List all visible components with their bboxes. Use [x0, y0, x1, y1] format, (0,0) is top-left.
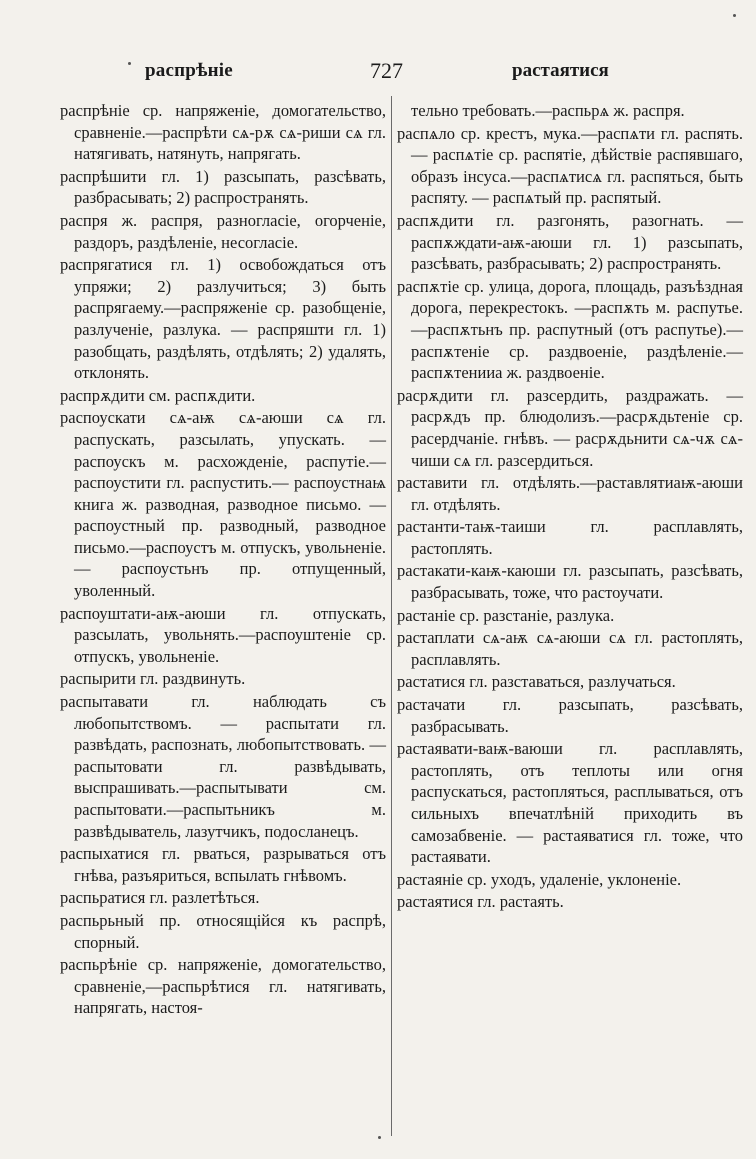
dictionary-entry: распьратися гл. разлетѣться.	[60, 888, 260, 908]
dictionary-entry: распырити гл. раздвинуть.	[60, 669, 246, 689]
right-column	[397, 100, 743, 914]
dictionary-entry: растатися гл. разставаться, разлучаться.	[397, 672, 676, 692]
print-speck	[733, 14, 736, 17]
dictionary-entry: растаніе ср. разстаніе, разлука.	[397, 605, 615, 625]
dictionary-entry: распоускати сѧ-аѭ сѧ-аюши сѧ гл. распускать, разсылать, упускать. —распоускъ м. расхожденіе, распутіе.—распоустити гл. распустить.— распоустнаѩ книга ж. разводная, разводное письмо. — распоустный пр. разводный, разводное письмо.—распоустъ м. отпускъ, увольненіе. — распоустьнъ пр. отпущенный, уволенный.	[60, 408, 386, 601]
dictionary-entry: распѫтіе ср. улица, дорога, площадь, разъѣздная дорога, перекрестокъ. —распѫть м. распутье.—распѫтьнъ пр. распутный (отъ распутье).—распѫтеніе ср. раздвоеніе, раздѣленіе.—распѫтенииа ж. раздвоеніе.	[397, 276, 743, 383]
print-speck	[128, 62, 131, 65]
dictionary-entry: растаплати сѧ-аѭ сѧ-аюши сѧ гл. растоплять, расплавлять.	[397, 628, 743, 669]
dictionary-entry: раставити гл. отдѣлять.—раставлятиаѭ-аюши гл. отдѣлять.	[397, 473, 743, 514]
dictionary-entry: растаявати-ваѭ-ваюши гл. расплавлять, растоплять, отъ теплоты или огня распускаться, растопляться, расплываться, отъ сильныхъ впечатлѣній приходить въ самозабвеніе. — растаяватися гл. тоже, что растаявати.	[397, 739, 743, 867]
dictionary-entry: растаятися гл. растаять.	[397, 892, 564, 912]
dictionary-entry: распытавати гл. наблюдать съ любопытствомъ. — распытати гл. развѣдать, распознать, любопытствовать. —распытовати гл. развѣдывать, выспрашивать.—распытывати см. распытовати.—распытьникъ м. развѣдыватель, лазутчикъ, подосланецъ.	[60, 692, 386, 841]
dictionary-entry: распоуштати-аѭ-аюши гл. отпускать, разсылать, увольнять.—распоуштеніе ср. отпускъ, увольненіе.	[60, 603, 386, 666]
dictionary-entry: распѫдити гл. разгонять, разогнать. —распѫждати-аѭ-аюши гл. 1) разсыпать, разсѣвать, разбрасывать; 2) распространять.	[397, 210, 743, 274]
dictionary-entry: растаяніе ср. уходъ, удаленіе, уклоненіе.	[397, 869, 682, 889]
page-number: 727	[370, 58, 403, 83]
dictionary-entry: распрѣніе ср. напряженіе, домогательство, сравненіе.—распрѣти сѧ-рѫ сѧ-риши сѧ гл. натягивать, натянуть, напрягать.	[60, 101, 386, 164]
column-divider	[391, 96, 392, 1136]
dictionary-entry: растачати гл. разсыпать, разсѣвать, разбрасывать.	[397, 695, 743, 736]
dictionary-entry: растакати-каѭ-каюши гл. разсыпать, разсѣвать, разбрасывать, тоже, что растоучати.	[397, 561, 743, 603]
dictionary-entry: распьрѣніе ср. напряженіе, домогательство, сравненіе,—распьрѣтися гл. натягивать, напрягать, настоя-	[60, 955, 386, 1018]
running-header	[0, 60, 756, 90]
print-speck	[378, 1136, 381, 1139]
dictionary-entry: распѧло ср. крестъ, мука.—распѧти гл. распять. — распѧтіе ср. распятіе, дѣйствіе распявшаго, образъ інсуса.—распѧтисѧ гл. распяться, быть распяту. — распѧтый пр. распятый.	[397, 123, 743, 208]
left-column	[60, 100, 386, 1020]
right-running-headword: растаятися	[512, 60, 609, 81]
dictionary-entry: распрягатися гл. 1) освобождаться отъ упряжи; 2) разлучиться; 3) быть распрягаему.—распряженіе ср. разобщеніе, разлученіе, разлука. — распряшти гл. 1) разобщать, раздѣлять, отдѣлять; 2) удалять, отклонять.	[60, 255, 386, 383]
dictionary-entry: распьрьный пр. относящійся къ распрѣ, спорный.	[60, 910, 386, 952]
dictionary-entry: распрѫдити см. распѫдити.	[60, 385, 256, 405]
left-running-headword: распрѣніе	[145, 60, 233, 81]
dictionary-entry-continuation: тельно требовать.—распьрѧ ж. распря.	[411, 101, 685, 120]
dictionary-entry: расрѫдити гл. разсердить, раздражать. —расрѫдъ пр. блюдолизъ.—расрѫдьтеніе ср. расердчаніе. гнѣвъ. — расрѫдьнити сѧ-чѫ сѧ-чиши сѧ гл. разсердиться.	[397, 385, 743, 470]
dictionary-entry: растанти-таѭ-таиши гл. расплавлять, растоплять.	[397, 517, 743, 558]
dictionary-entry: распрѣшити гл. 1) разсыпать, разсѣвать, разбрасывать; 2) распространять.	[60, 166, 386, 208]
dictionary-entry: распря ж. распря, разногласіе, огорченіе, раздоръ, раздѣленіе, несогласіе.	[60, 210, 386, 252]
dictionary-entry: распыхатися гл. рваться, разрываться отъ гнѣва, разъяриться, вспылать гнѣвомъ.	[60, 844, 386, 885]
